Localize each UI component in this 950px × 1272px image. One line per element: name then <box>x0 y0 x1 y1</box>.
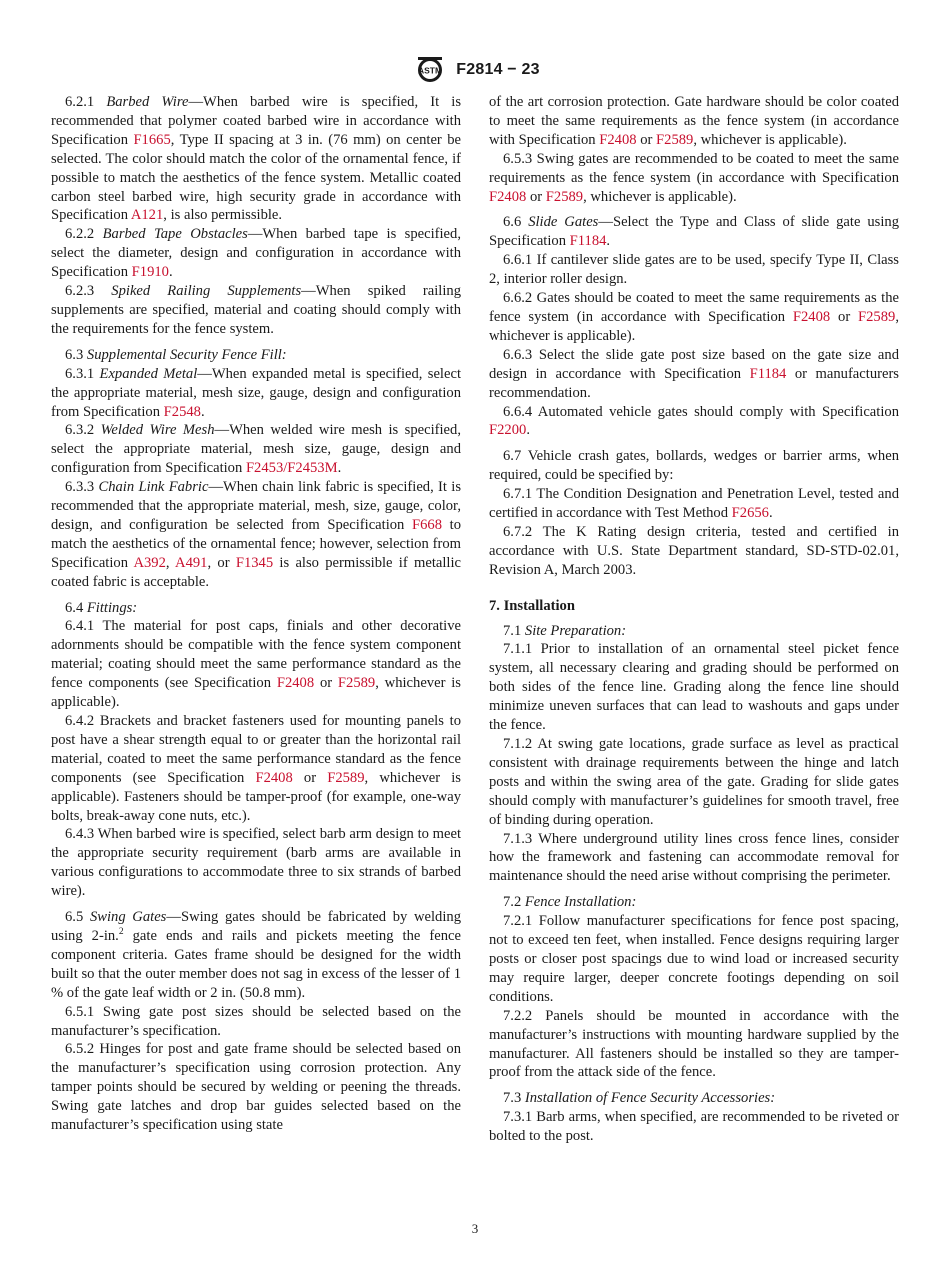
text-run: or manufacturers recommendation. <box>489 365 899 401</box>
text-run: or <box>526 188 546 205</box>
paragraph <box>489 1108 899 1146</box>
section-heading <box>489 597 899 616</box>
text-run: 6.7.2 The K Rating design criteria, tested and certified in accordance with U.S. State Department standard, SD-STD-02.01, Revision A, March 2003. <box>489 523 899 578</box>
paragraph <box>489 1089 899 1108</box>
text-run: , Type II spacing at 3 in. (76 mm) on center be selected. The color should match the color of the ornamental fence, if possible to match the aesthetics of the fence system. Metallic coated carbon steel barbed wire, high security grade in accordance with Specification <box>51 131 461 224</box>
paragraph <box>51 421 461 478</box>
paragraph <box>51 617 461 712</box>
specification-link[interactable]: F2408 <box>255 769 293 786</box>
specification-link[interactable]: F2589 <box>656 131 694 148</box>
specification-link[interactable]: F2548 <box>163 403 201 420</box>
text-run: 7.3.1 Barb arms, when specified, are recommended to be riveted or bolted to the post. <box>489 1109 899 1145</box>
paragraph <box>51 599 461 618</box>
italic-heading: Swing Gates <box>89 909 167 926</box>
specification-link[interactable]: A392 <box>133 554 166 571</box>
text-run: 7.3 <box>503 1090 525 1107</box>
paragraph <box>489 735 899 830</box>
specification-link[interactable]: F668 <box>412 516 443 533</box>
paragraph <box>489 640 899 735</box>
footnote-marker: 2 <box>118 927 124 938</box>
paragraph <box>489 622 899 641</box>
text-run: 6.6.2 Gates should be coated to meet the same requirements as the fence system (in accordance with Specification <box>489 290 899 325</box>
specification-link[interactable]: F2589 <box>858 308 896 325</box>
text-run: —When welded wire mesh is specified, select the appropriate material, mesh size, gauge, design and configuration from Specification <box>51 422 461 477</box>
paragraph <box>489 93 899 150</box>
italic-heading: Spiked Railing Supplements <box>111 283 302 300</box>
specification-link[interactable]: F2656 <box>731 505 769 522</box>
text-run: 6.3.2 <box>65 422 101 439</box>
paragraph <box>51 712 461 825</box>
text-run: 6.3.1 <box>65 365 100 382</box>
text-run: , whichever is applicable). <box>583 188 737 205</box>
text-run: 7.1.2 At swing gate locations, grade surface as level as practical consistent with drainage requirements between the hinge and latch posts and within the swing area of the gate. Grading for slide gates should comply with manufacturer’s guidelines for smooth travel, free of binding during operation. <box>489 736 899 828</box>
paragraph <box>489 523 899 580</box>
text-run: 7.1.3 Where underground utility lines cross fence lines, consider how the framework and fastening can accommodate removal for maintenance should the need arise without comprising the perimeter. <box>489 830 899 885</box>
text-run: 6.6.1 If cantilever slide gates are to be used, specify Type II, Class 2, interior roller design. <box>489 252 899 288</box>
text-run: 6.7 Vehicle crash gates, bollards, wedges or barrier arms, when required, could be specified by: <box>489 448 899 484</box>
italic-heading: Barbed Tape Obstacles <box>102 226 248 243</box>
text-run: . <box>526 422 530 439</box>
specification-link[interactable]: A121 <box>130 207 164 224</box>
text-run: . <box>168 264 173 281</box>
text-run: is also permissible if metallic coated fabric is acceptable. <box>51 554 461 590</box>
text-run: —When expanded metal is specified, select the appropriate material, mesh size, gauge, design and configuration from Specification <box>51 365 461 420</box>
specification-link[interactable]: F1345 <box>235 554 274 571</box>
text-run: 6.2.3 <box>65 283 112 300</box>
text-run: . <box>337 460 342 477</box>
specification-link[interactable]: F2408 <box>489 188 527 205</box>
text-run: . <box>200 403 205 420</box>
paragraph <box>51 825 461 901</box>
text-run: of the art corrosion protection. Gate hardware should be color coated to meet the same requirements as the fence system (in accordance with Specification <box>489 94 899 148</box>
italic-heading: Fence Installation: <box>524 894 637 911</box>
text-run: 6.4.3 When barbed wire is specified, select barb arm design to meet the appropriate security requirement (barb arms are available in various configurations to accommodate three to six strands of barbed wire). <box>51 826 461 900</box>
text-run: 7.1.1 Prior to installation of an ornamental steel picket fence system, all necessary clearing and grading should be performed on both sides of the fence line. Grading along the fence line should minimize uneven surfaces that can lead to washouts and gaps under the fence. <box>489 641 899 734</box>
italic-heading: Barbed Wire <box>106 94 189 110</box>
text-run: 6.7.1 The Condition Designation and Penetration Level, tested and certified in accordance with Test Method <box>489 486 899 522</box>
paragraph <box>51 478 461 591</box>
text-run: 6.5.1 Swing gate post sizes should be selected based on the manufacturer’s specification. <box>51 1003 461 1039</box>
italic-heading: Site Preparation: <box>524 622 627 639</box>
text-run: 6.3 <box>65 346 87 363</box>
paragraph <box>489 447 899 485</box>
specification-link[interactable]: F2589 <box>337 675 376 692</box>
svg-text:ASTM: ASTM <box>418 65 443 76</box>
text-run: —When barbed tape is specified, select the diameter, design and configuration in accordance with Specification <box>51 226 461 281</box>
text-run: 7.1 <box>503 622 525 639</box>
paragraph <box>51 93 461 225</box>
italic-heading: Supplemental Security Fence Fill: <box>86 346 287 363</box>
specification-link[interactable]: F2408 <box>599 131 637 148</box>
specification-link[interactable]: A491 <box>175 554 208 571</box>
text-run: 6.4.2 Brackets and bracket fasteners used for mounting panels to post have a shear strength equal to or greater than the horizontal rail material, coated to meet the same performance standard as the fence components (see Specification <box>51 713 461 786</box>
text-run: , whichever is applicable). <box>51 675 461 711</box>
text-run: , whichever is applicable). <box>489 308 899 344</box>
specification-link[interactable]: F2200 <box>489 422 527 439</box>
paragraph <box>489 289 899 346</box>
text-run: . <box>768 505 773 522</box>
text-run: or <box>636 131 657 148</box>
text-run: 6.2.1 <box>65 94 107 110</box>
text-run: 6.3.3 <box>65 479 99 496</box>
right-column <box>489 93 899 1146</box>
text-run: . <box>606 233 611 250</box>
text-run: 6.5.3 Swing gates are recommended to be coated to meet the same requirements as the fence system (in accordance with Specification <box>489 150 899 186</box>
specification-link[interactable]: F2408 <box>276 675 315 692</box>
paragraph <box>489 403 899 441</box>
specification-link[interactable]: F1665 <box>133 131 171 148</box>
text-run: 7.2 <box>503 894 525 911</box>
paragraph <box>51 282 461 339</box>
text-run: , whichever is applicable). <box>693 131 847 148</box>
paragraph <box>489 830 899 887</box>
text-run: 6.6.4 Automated vehicle gates should comply with Specification <box>503 403 899 420</box>
text-run: 6.6 <box>503 214 529 231</box>
text-run: or <box>830 308 859 325</box>
specification-link[interactable]: F1910 <box>131 264 169 281</box>
paragraph <box>51 365 461 422</box>
specification-link[interactable]: F2453/F2453M <box>245 460 338 477</box>
text-run: 6.2.2 <box>65 226 103 243</box>
text-run: 7.2.1 Follow manufacturer specifications for fence post spacing, not to exceed ten feet, when installed. Fence designs requiring larger posts or closer post spacings due to wind load or increased security may require larger, deeper concrete footings depending on soil conditions. <box>489 913 899 1005</box>
italic-heading: Fittings: <box>86 599 138 616</box>
text-run: —When barbed wire is specified, It is recommended that polymer coated barbed wire in accordance with Specification <box>51 94 462 148</box>
italic-heading: Chain Link Fabric <box>98 479 209 496</box>
text-run: , is also permissible. <box>163 207 283 224</box>
paragraph <box>51 225 461 282</box>
italic-heading: Slide Gates <box>528 214 599 231</box>
specification-link[interactable]: F2408 <box>792 308 831 325</box>
paragraph <box>51 1040 461 1135</box>
paragraph <box>489 346 899 403</box>
page-number: 3 <box>471 1221 479 1236</box>
document-number: F2814 − 23 <box>456 61 540 78</box>
left-column <box>51 93 461 1135</box>
text-run: to match the aesthetics of the ornamental fence; however, selection from Specification <box>51 516 461 571</box>
text-run: 6.4.1 The material for post caps, finials and other decorative adornments should be compatible with the fence system component material; coating should meet the same performance standard as the fence components (see Specification <box>51 618 461 692</box>
paragraph <box>51 346 461 365</box>
paragraph <box>489 1007 899 1083</box>
specification-link[interactable]: F1184 <box>749 365 787 382</box>
paragraph <box>51 908 461 1003</box>
text-run: , <box>165 554 176 571</box>
paragraph <box>489 893 899 912</box>
specification-link[interactable]: F2589 <box>545 188 584 205</box>
text-run: —Swing gates should be fabricated by welding using 2-in. <box>51 909 462 944</box>
text-run: 6.6.3 Select the slide gate post size based on the gate size and design in accordance with Specification <box>489 346 899 382</box>
specification-link[interactable]: F2589 <box>327 769 365 786</box>
paragraph <box>489 485 899 523</box>
paragraph <box>489 251 899 289</box>
paragraph <box>489 150 899 207</box>
text-run: —When chain link fabric is specified, It is recommended that the appropriate material, mesh, size, gauge, color, design, and configuration be selected from Specification <box>51 479 461 533</box>
text-run: or <box>314 675 338 692</box>
paragraph <box>489 213 899 251</box>
italic-heading: Expanded Metal <box>99 365 198 382</box>
text-run: 7.2.2 Panels should be mounted in accordance with the manufacturer’s instructions with mounting hardware supplied by the manufacturer. All fasteners should be installed so they are tamper-proof from the attack side of the fence. <box>489 1007 899 1081</box>
italic-heading: Welded Wire Mesh <box>100 422 215 439</box>
text-run: 6.5 <box>65 909 90 926</box>
text-run: 6.5.2 Hinges for post and gate frame should be selected based on the manufacturer’s specification using corrosion protection. Any tamper points should be secured by welding or peening the threads. Swing gate latches and drop bar guides selected based on the manufacturer’s specification using state <box>51 1041 461 1134</box>
specification-link[interactable]: F1184 <box>569 233 607 250</box>
page-header <box>0 56 950 84</box>
text-run: , or <box>207 554 236 571</box>
text-run: 7. Installation <box>489 597 575 614</box>
italic-heading: Installation of Fence Security Accessories: <box>524 1090 776 1107</box>
astm-logo-icon <box>410 56 450 84</box>
text-run: —Select the Type and Class of slide gate using Specification <box>489 214 899 250</box>
text-run: , whichever is applicable). Fasteners should be tamper-proof (for example, one-way bolts, break-away cone nuts, etc.). <box>51 769 461 824</box>
text-run: 6.4 <box>65 599 87 616</box>
text-run: or <box>292 769 328 786</box>
paragraph <box>51 1003 461 1041</box>
text-run: —When spiked railing supplements are specified, material and coating should comply with the requirements for the fence system. <box>51 283 462 337</box>
paragraph <box>489 912 899 1007</box>
text-run: gate ends and rails and pickets meeting the fence component criteria. Gates frame should be designed for the width built so that the outer member does not sag in excess of the lesser of 1 % of the gate leaf width or 2 in. (50.8 mm). <box>51 927 461 1001</box>
